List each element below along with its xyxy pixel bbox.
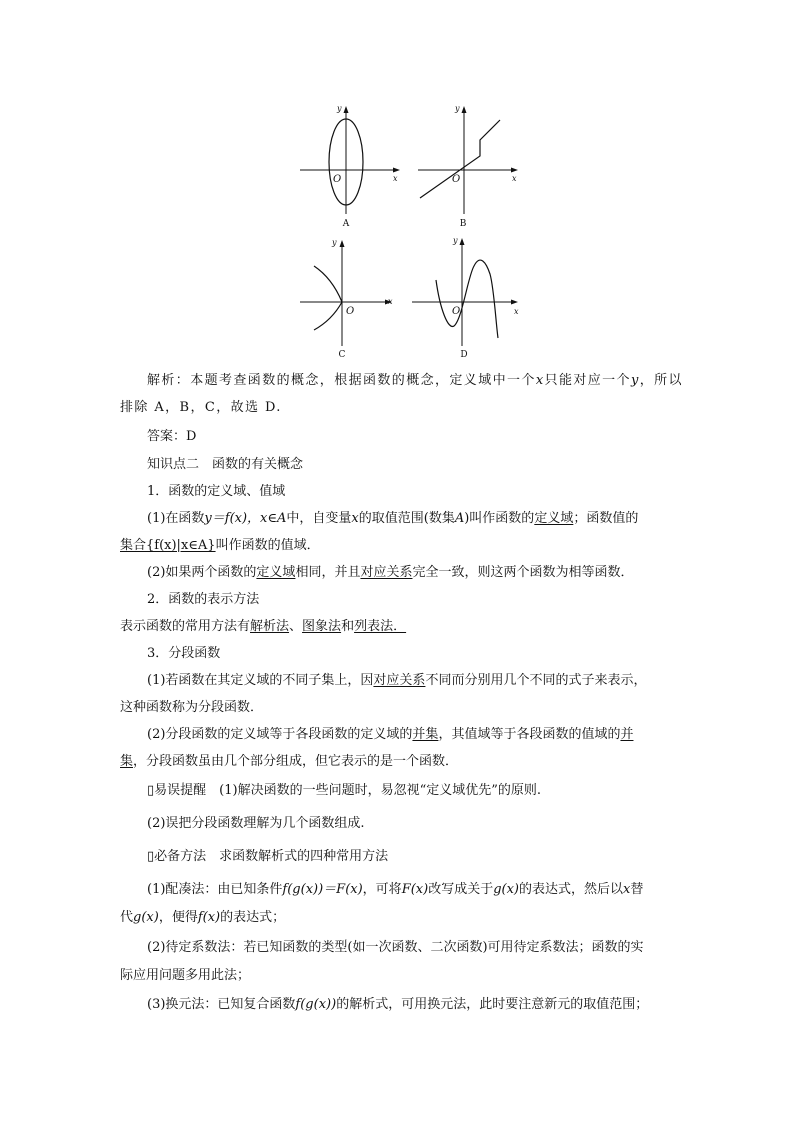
s2-p-c: 和 [341, 619, 355, 634]
m1-e: 替 [630, 882, 644, 897]
m1-c: 改写成关于 [428, 882, 494, 897]
s2-title: 2．函数的表示方法 [147, 592, 260, 607]
s1-p2-b: 相同，并且 [295, 565, 361, 580]
origin-label: O [452, 306, 461, 317]
methods-m3 [147, 995, 648, 1015]
reminder-line-1: ▯易误提醒 (1)解决函数的一些问题时，易忽视“定义域优先”的原则. [147, 783, 541, 798]
s1-p1-f: 叫作函数的值域． [215, 538, 320, 553]
analysis-text-a: 解析：本题考查函数的概念，根据函数的概念，定义域中一个 [147, 373, 536, 388]
y-label: y [337, 104, 342, 113]
m3-a: (3)换元法：已知复合函数 [147, 997, 296, 1012]
s1-p1-underline-set: 集合{f(x)|x∈A} [120, 538, 216, 553]
x-label: x [512, 174, 517, 183]
reminder-line-2: (2)误把分段函数理解为几个函数组成. [147, 816, 365, 831]
x-label: x [393, 174, 398, 183]
s1-p1-c: 的取值范围(数集 [358, 511, 455, 526]
analysis-line-1 [147, 371, 683, 391]
y-axis-arrow [340, 240, 345, 247]
graph-c-svg [296, 234, 406, 350]
s2-p-a: 表示函数的常用方法有 [120, 619, 251, 634]
analysis-var-x: x [535, 373, 545, 388]
analysis-text-c: ，所以 [639, 373, 683, 388]
s3-p2-c: ，分段函数虽由几个部分组成，但它表示的是一个函数． [133, 754, 459, 769]
m1-x: x [623, 882, 631, 897]
s3-title: 3．分段函数 [147, 646, 221, 661]
s3-p2-line-2 [120, 752, 458, 772]
m1-b: ，可将 [362, 882, 402, 897]
y-label: y [455, 104, 460, 113]
m3-b: 的解析式，可用换元法，此时要注意新元的取值范围； [336, 997, 649, 1012]
s1-p1-formula: y＝f(x)，x∈A [204, 511, 287, 526]
s1-p2 [147, 563, 633, 583]
caption-c: C [338, 350, 346, 360]
s1-p1-d: )叫作函数的 [464, 511, 535, 526]
s1-p2-underline-correspondence: 对应关系 [360, 565, 413, 580]
s3-p1-b: 不同而分别用几个不同的式子来表示， [425, 673, 647, 688]
m1-l2-f: f(x) [197, 910, 221, 925]
methods-title: ▯必备方法 求函数解析式的四种常用方法 [147, 849, 389, 864]
s2-p [120, 617, 406, 637]
s3-p2-underline-union-2a: 并 [620, 727, 634, 742]
origin-label: O [346, 306, 355, 317]
m1-l2-c: 的表达式； [220, 910, 286, 925]
graph-a-svg [296, 102, 406, 218]
s3-p2-a: (2)分段函数的定义域等于各段函数的定义域的 [147, 727, 413, 742]
s1-p2-underline-domain: 定义域 [256, 565, 296, 580]
s1-p2-a: (2)如果两个函数的 [147, 565, 257, 580]
section-title: 知识点二 函数的有关概念 [147, 457, 304, 472]
s1-p1-underline-domain: 定义域 [534, 511, 574, 526]
m1-l2-b: ，便得 [158, 910, 198, 925]
methods-m2-line-1: (2)待定系数法：若已知函数的类型(如一次函数、二次函数)可用待定系数法；函数的实 [147, 940, 644, 955]
s2-underline-analytic: 解析法 [250, 619, 290, 634]
s3-p1-underline: 对应关系 [373, 673, 426, 688]
m1-g: g(x) [493, 882, 519, 897]
s3-p1-line-2: 这种函数称为分段函数． [120, 700, 264, 715]
answer-line: 答案：D [147, 429, 197, 444]
methods-m1-line-1 [147, 880, 643, 900]
x-label: x [514, 307, 519, 316]
origin-label: O [333, 174, 342, 185]
x-axis-arrow [511, 300, 518, 305]
y-axis-arrow [460, 238, 465, 245]
s1-p1-x: x [351, 511, 359, 526]
graph-a [296, 102, 406, 218]
m1-d: 的表达式，然后以 [519, 882, 624, 897]
m1-F: F(x) [401, 882, 429, 897]
m1-f: f(g(x))＝F(x) [282, 882, 363, 897]
broken-line-curve [420, 120, 500, 198]
y-axis-arrow [344, 106, 349, 113]
caption-b: B [459, 219, 467, 229]
m1-l2-g: g(x) [133, 910, 159, 925]
analysis-line-2: 排除 A，B，C，故选 D. [120, 400, 282, 415]
methods-m1-line-2 [120, 908, 285, 928]
s1-p1-e: ；函数值的 [573, 511, 639, 526]
s3-p1-a: (1)若函数在其定义域的不同子集上，因 [147, 673, 374, 688]
analysis-text-b: 只能对应一个 [544, 373, 631, 388]
m1-a: (1)配凑法：由已知条件 [147, 882, 283, 897]
y-label: y [453, 236, 458, 245]
s3-p2-underline-union-2b: 集 [120, 754, 134, 769]
s2-p-b: 、 [289, 619, 303, 634]
m1-l2-a: 代 [120, 910, 134, 925]
parabola-curve [314, 266, 342, 330]
graph-c [296, 234, 406, 350]
s3-p1-line-1 [147, 671, 646, 691]
s1-p1-line-1 [147, 509, 638, 529]
s1-p1-A: A [454, 511, 465, 526]
x-axis-arrow [393, 168, 400, 173]
s1-p1-a: (1)在函数 [147, 511, 205, 526]
analysis-var-y: y [630, 373, 640, 388]
y-label: y [332, 238, 337, 247]
s1-p1-line-2 [120, 536, 320, 556]
s1-p2-c: 完全一致，则这两个函数为相等函数． [412, 565, 634, 580]
origin-label: O [452, 174, 461, 185]
graph-d [410, 234, 526, 350]
s2-underline-table: 列表法． [354, 619, 407, 634]
wave-curve [436, 260, 498, 338]
s3-p2-b: ，其值域等于各段函数的值域的 [438, 727, 621, 742]
s1-p1-b: 中，自变量 [286, 511, 352, 526]
x-label: x [388, 297, 393, 306]
y-axis-arrow [462, 106, 467, 113]
m3-f: f(g(x)) [295, 997, 337, 1012]
s1-title: 1．函数的定义域、值域 [147, 484, 286, 499]
graph-d-svg [410, 234, 526, 350]
s3-p2-line-1 [147, 725, 633, 745]
methods-m2-line-2: 际应用问题多用此法； [120, 968, 251, 983]
s2-underline-graph: 图象法 [302, 619, 342, 634]
x-axis-arrow [511, 168, 518, 173]
caption-d: D [460, 350, 468, 360]
graph-b [414, 102, 524, 218]
s3-p2-underline-union: 并集 [412, 727, 439, 742]
graph-b-svg [414, 102, 524, 218]
caption-a: A [342, 219, 350, 229]
